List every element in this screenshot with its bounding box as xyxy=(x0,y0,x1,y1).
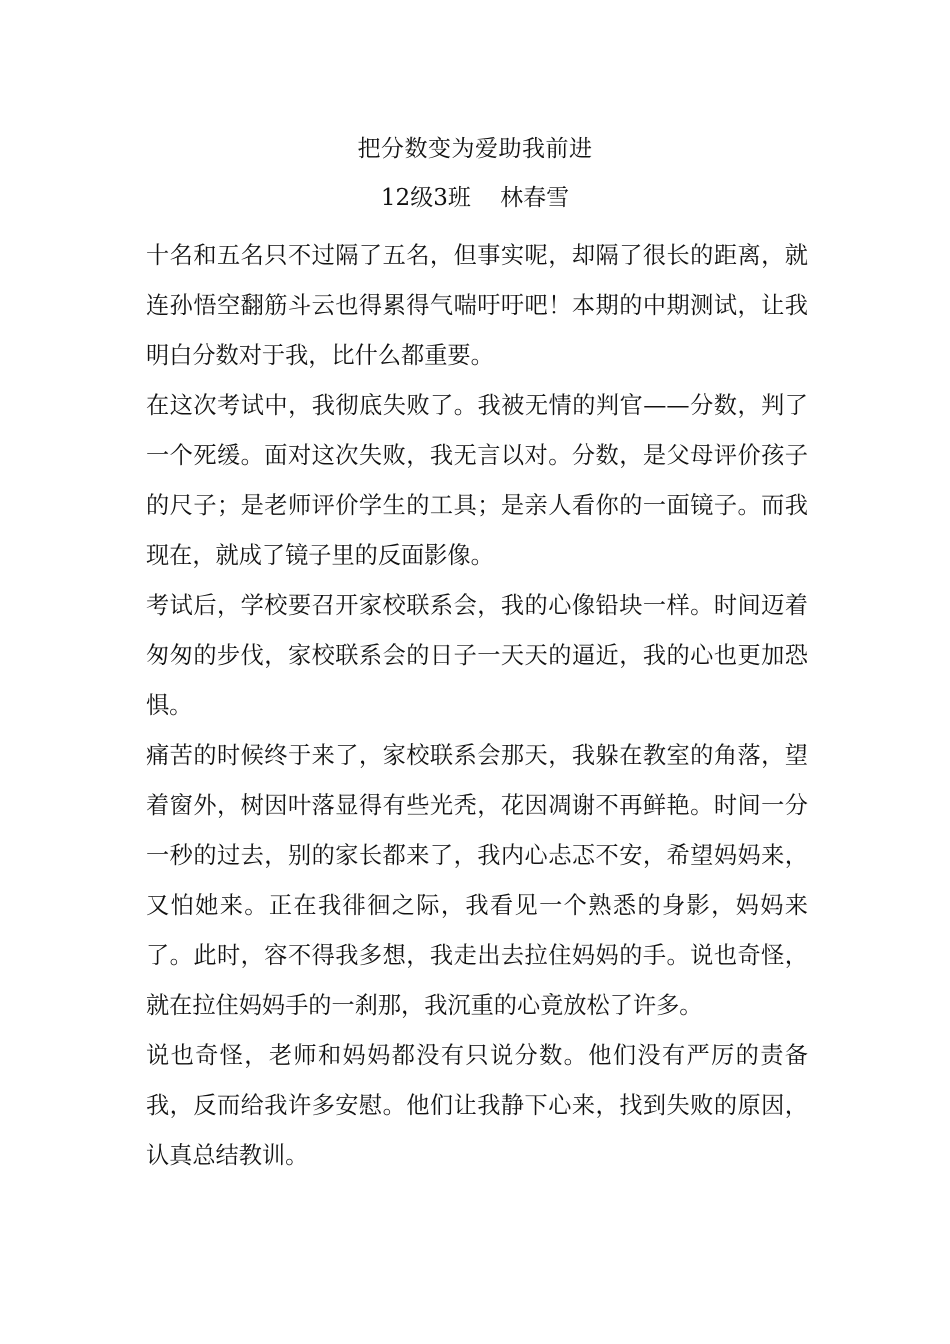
author-byline: 12级3班 林春雪 xyxy=(380,185,570,211)
essay-body xyxy=(146,231,808,1181)
paragraph: 考试后，学校要召开家校联系会，我的心像铅块一样。时间迈着匆匆的步伐，家校联系会的日子一天天的逼近，我的心也更加恐惧。 xyxy=(146,592,808,719)
essay-title: 把分数变为爱助我前进 xyxy=(357,136,593,162)
paragraph: 在这次考试中，我彻底失败了。我被无情的判官——分数，判了一个死缓。面对这次失败，我无言以对。分数，是父母评价孩子的尺子；是老师评价学生的工具；是亲人看你的一面镜子。而我现在，就成了镜子里的反面影像。 xyxy=(146,392,808,569)
paragraph: 说也奇怪，老师和妈妈都没有只说分数。他们没有严厉的责备我，反而给我许多安慰。他们让我静下心来，找到失败的原因，认真总结教训。 xyxy=(146,1042,808,1169)
paragraph: 痛苦的时候终于来了，家校联系会那天，我躲在教室的角落，望着窗外，树因叶落显得有些光秃，花因凋谢不再鲜艳。时间一分一秒的过去，别的家长都来了，我内心忐忑不安，希望妈妈来，又怕她来。正在我徘徊之际，我看见一个熟悉的身影，妈妈来了。此时，容不得我多想，我走出去拉住妈妈的手。说也奇怪，就在拉住妈妈手的一刹那，我沉重的心竟放松了许多。 xyxy=(146,742,808,1019)
paragraph: 十名和五名只不过隔了五名，但事实呢，却隔了很长的距离，就连孙悟空翻筋斗云也得累得气喘吁吁吧！本期的中期测试，让我明白分数对于我，比什么都重要。 xyxy=(146,242,808,369)
